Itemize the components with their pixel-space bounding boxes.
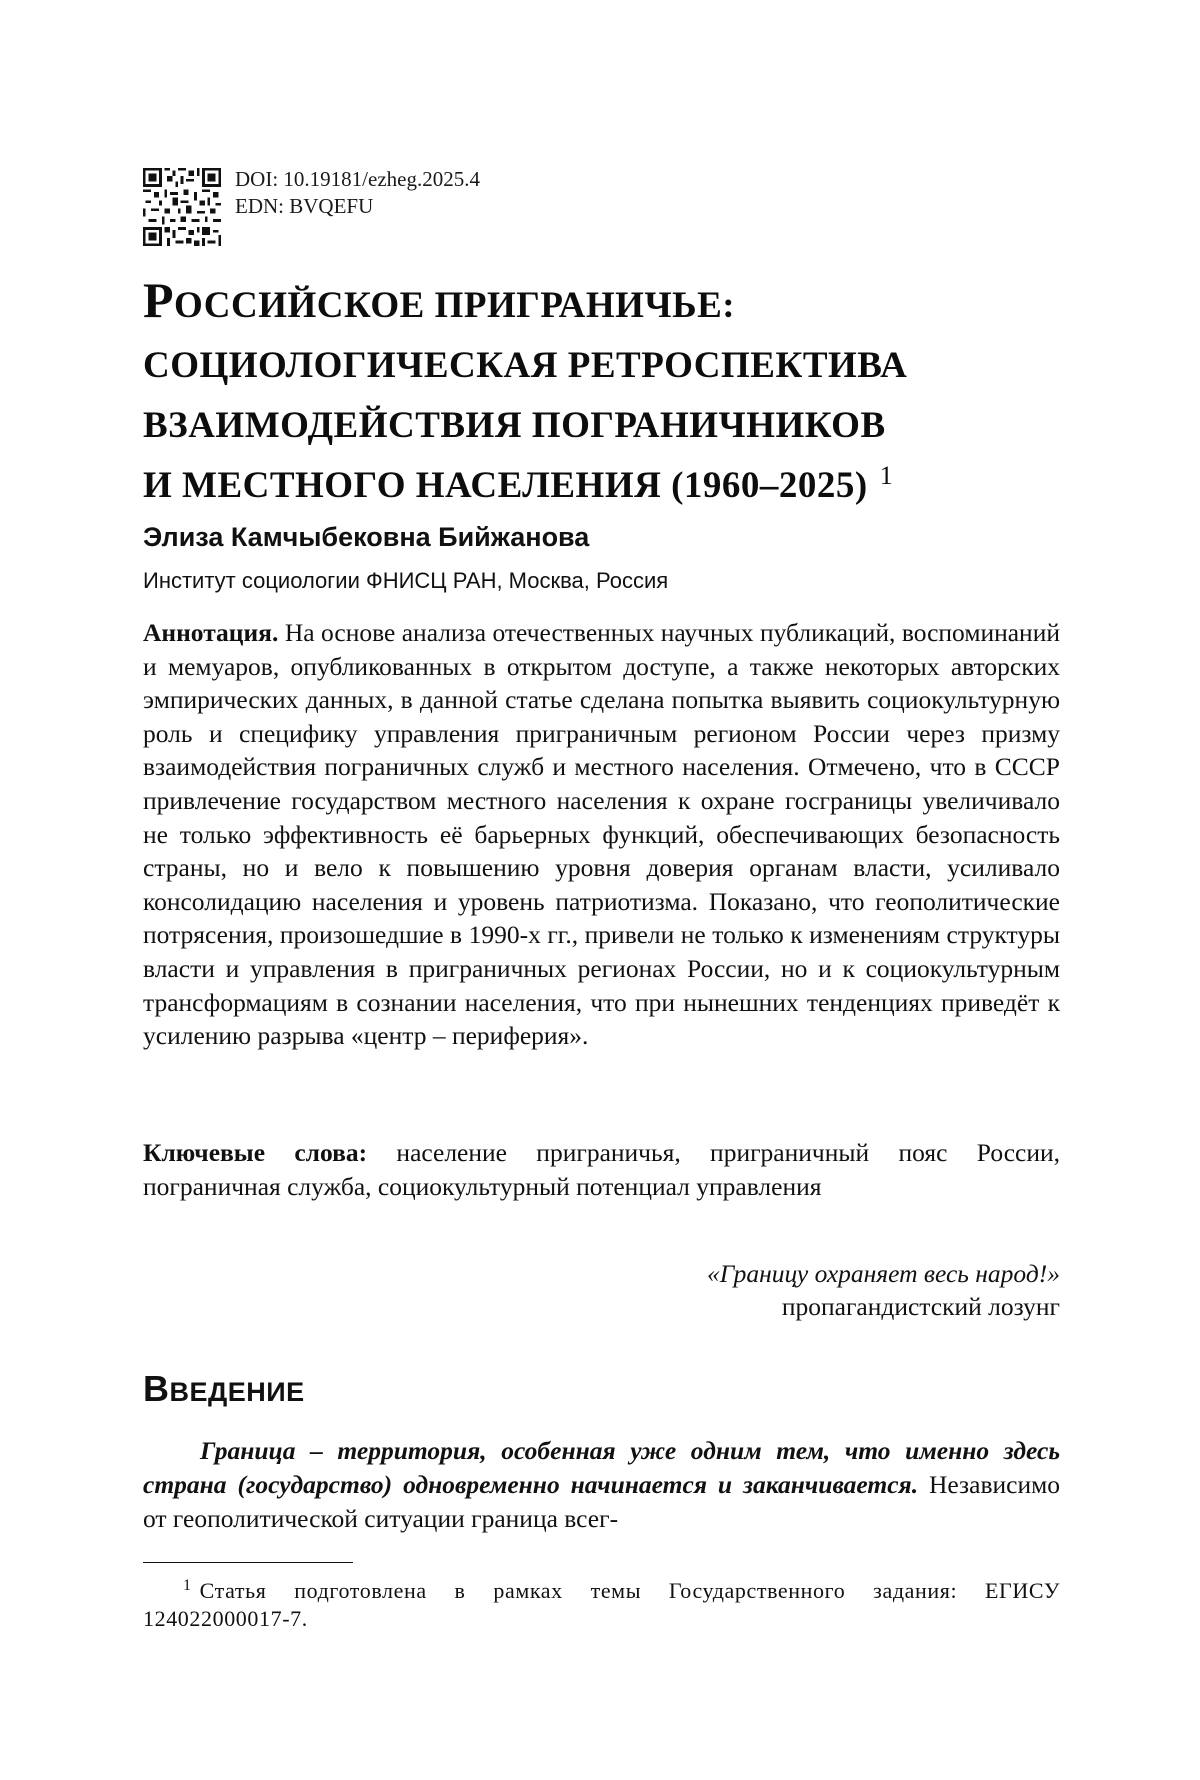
keywords (143, 1136, 1060, 1203)
author-name: Элиза Камчыбековна Бийжанова (143, 522, 590, 552)
doi-block (235, 166, 480, 220)
qr-code-icon[interactable] (143, 168, 221, 246)
footnote-text: Статья подготовлена в рамках темы Государственного задания: ЕГИСУ 124022000017-7. (143, 1578, 1060, 1631)
intro-paragraph (143, 1434, 1060, 1536)
title-line-4-text: И МЕСТНОГО НАСЕЛЕНИЯ (1960–2025) (143, 465, 868, 506)
section-rest: ВЕДЕНИЕ (169, 1377, 305, 1407)
article-title (143, 270, 1063, 516)
epigraph-quote: «Границу охраняет весь народ!» (707, 1259, 1060, 1288)
edn-text: EDN: BVQEFU (235, 194, 374, 218)
epigraph (460, 1257, 1060, 1323)
title-line-1 (143, 270, 1063, 336)
intro-emphasis: Граница – территория, особенная уже одним тем, что именно здесь страна (государство) одновременно начинается и заканчивается. (143, 1436, 1060, 1499)
section-initial: В (143, 1368, 170, 1409)
intro-text: Независимо от геополитической ситуации граница всег- (143, 1470, 1060, 1533)
abstract (143, 616, 1060, 1053)
doi-text[interactable]: DOI: 10.19181/ezheg.2025.4 (235, 167, 480, 191)
footnote-number: 1 (183, 1576, 192, 1594)
author-affiliation: Институт социологии ФНИСЦ РАН, Москва, Россия (143, 568, 669, 593)
keywords-text: население приграничья, приграничный пояс России, пограничная служба, социокультурный потенциал управления (143, 1138, 1061, 1201)
abstract-text: На основе анализа отечественных научных публикаций, воспоминаний и мемуаров, опубликованных в открытом доступе, а также некоторых авторских эмпирических данных, в данной статье сделана попытка выявить социокультурную роль и специфику управления приграничным регионом России через призму взаимодействия пограничных служб и местного населения. Отмечено, что в СССР привлечение государством местного населения к охране госграницы увеличивало не только эффективность её барьерных функций, обеспечивающих безопасность страны, но и вело к повышению уровня доверия органам власти, усиливало консолидацию населения и уровень патриотизма. Показано, что геополитические потрясения, произошедшие в 1990-х гг., привели не только к изменениям структуры власти и управления в приграничных регионах России, но и к социокультурным трансформациям в сознании населения, что при нынешних тенденциях приведёт к усилению разрыва «центр – периферия». (143, 618, 1061, 1051)
section-heading-introduction (143, 1368, 305, 1410)
footnote (143, 1577, 1060, 1633)
title-line-1-rest: ОССИЙСКОЕ ПРИГРАНИЧЬЕ: (174, 285, 736, 326)
keywords-label: Ключевые слова: (143, 1138, 368, 1167)
title-line-4 (143, 456, 1063, 516)
abstract-label: Аннотация. (143, 618, 279, 647)
footnote-divider (143, 1562, 353, 1563)
article-meta (143, 168, 943, 248)
title-footnote-mark[interactable]: 1 (879, 460, 894, 490)
title-line-2: СОЦИОЛОГИЧЕСКАЯ РЕТРОСПЕКТИВА (143, 345, 908, 386)
title-line-3: ВЗАИМОДЕЙСТВИЯ ПОГРАНИЧНИКОВ (143, 405, 886, 446)
epigraph-source: пропагандистский лозунг (781, 1292, 1060, 1321)
title-initial: Р (143, 272, 175, 328)
